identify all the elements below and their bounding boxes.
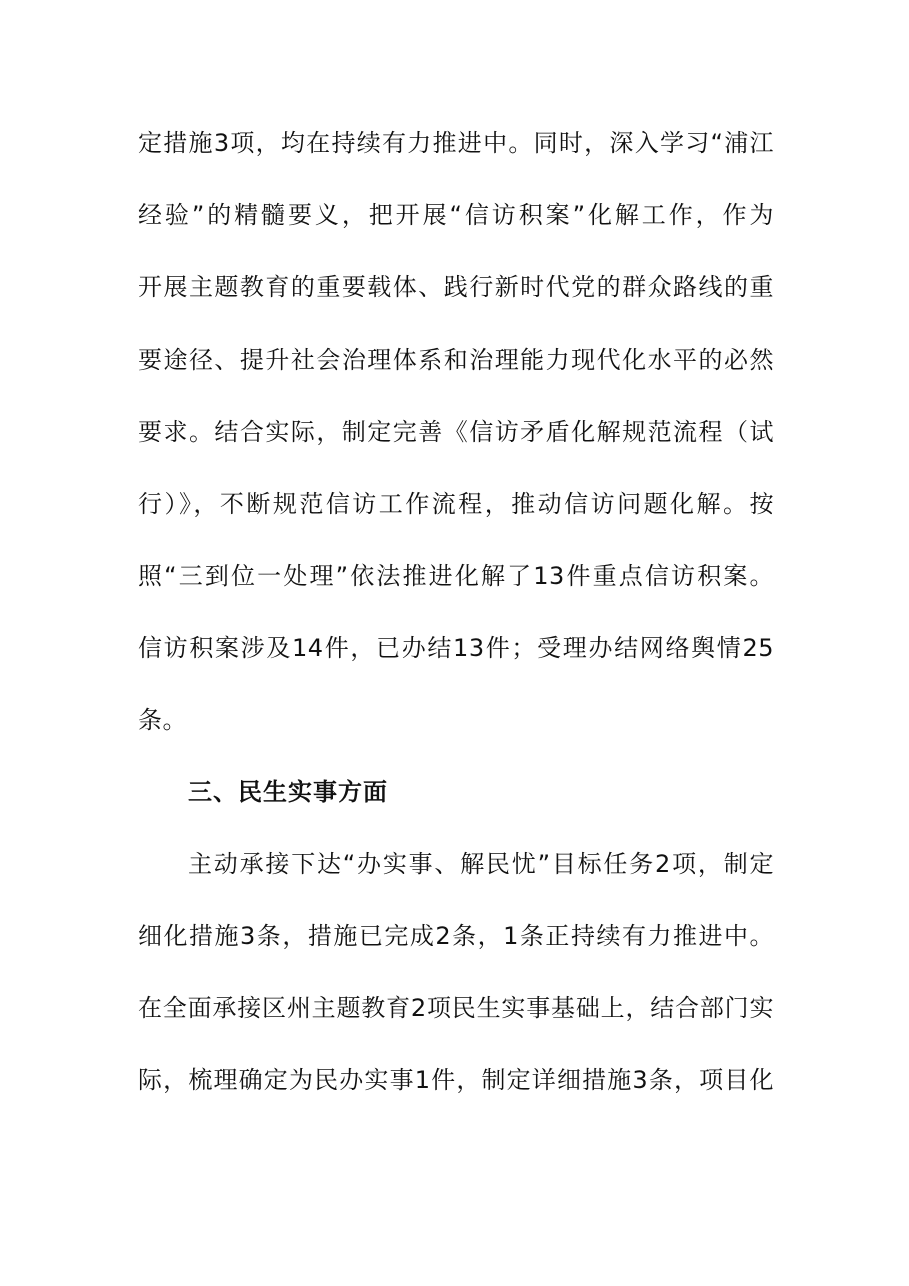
section-heading: 三、民生实事方面 (188, 778, 388, 806)
paragraph-1-line-1: 定措施3项，均在持续有力推进中。同时，深入学习“浦江 (138, 129, 774, 157)
paragraph-2-line-2: 细化措施3条，措施已完成2条，1条正持续有力推进中。 (138, 922, 774, 950)
paragraph-1-line-5: 要求。结合实际，制定完善《信访矛盾化解规范流程（试 (138, 418, 774, 446)
paragraph-1-line-3: 开展主题教育的重要载体、践行新时代党的群众路线的重 (138, 273, 774, 301)
paragraph-1-line-9: 条。 (138, 706, 187, 734)
paragraph-1-line-8: 信访积案涉及14件，已办结13件；受理办结网络舆情25 (138, 634, 774, 662)
paragraph-1-line-6: 行）》，不断规范信访工作流程，推动信访问题化解。按 (138, 490, 774, 518)
paragraph-2-line-3: 在全面承接区州主题教育2项民生实事基础上，结合部门实 (138, 994, 774, 1022)
paragraph-1-line-7: 照“三到位一处理”依法推进化解了13件重点信访积案。 (138, 562, 774, 590)
paragraph-2-line-1: 主动承接下达“办实事、解民忧”目标任务2项，制定 (188, 850, 774, 878)
paragraph-2-line-4: 际，梳理确定为民办实事1件，制定详细措施3条，项目化 (138, 1066, 774, 1094)
paragraph-1-line-4: 要途径、提升社会治理体系和治理能力现代化水平的必然 (138, 346, 774, 374)
paragraph-1-line-2: 经验”的精髓要义，把开展“信访积案”化解工作，作为 (138, 201, 774, 229)
